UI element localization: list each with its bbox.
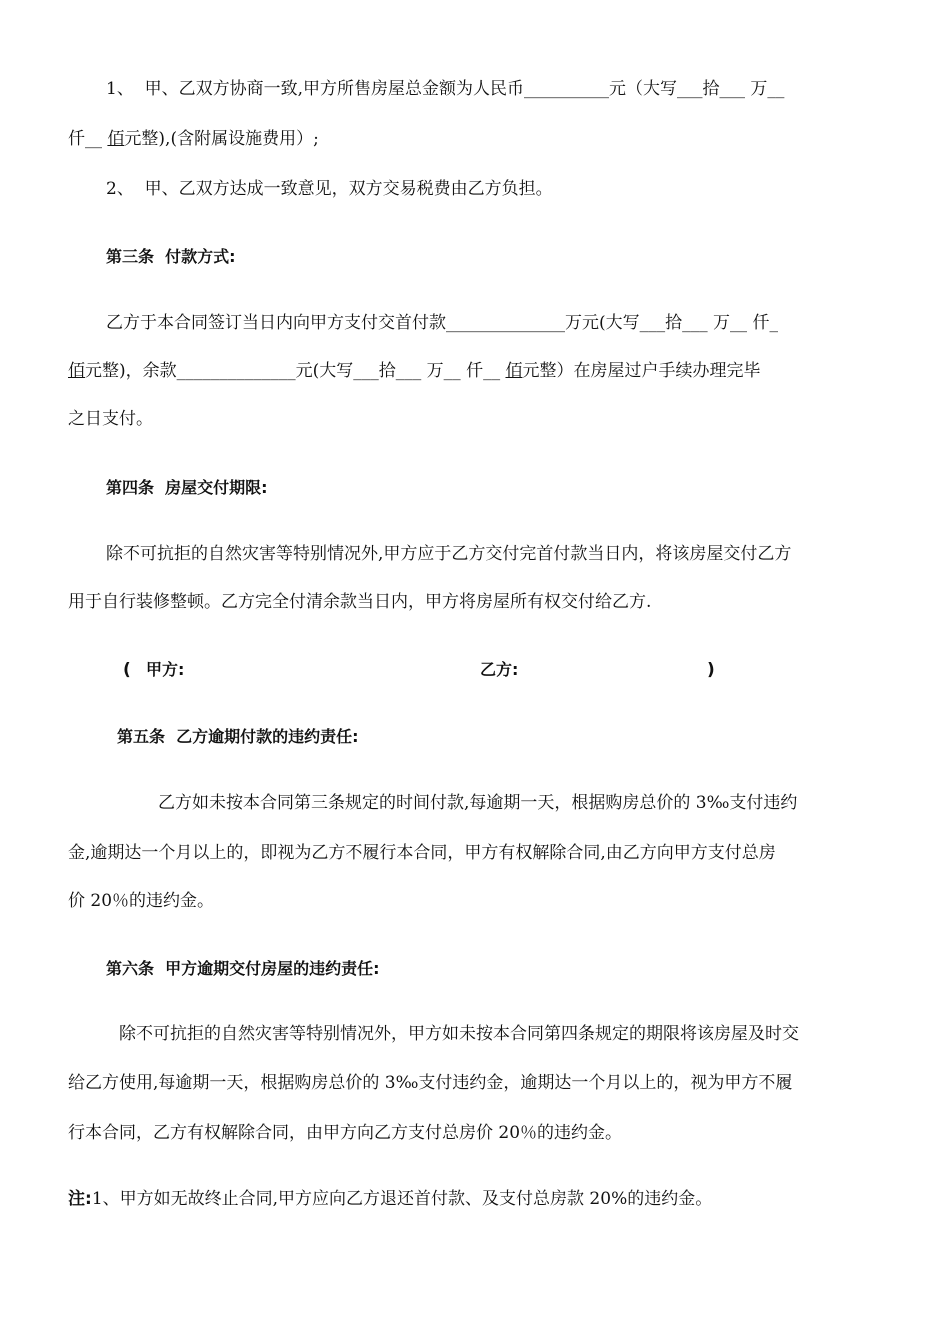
price-clause-underlined-bai: 佰: [107, 129, 125, 149]
article-6-line-1: 除不可抗拒的自然灾害等特别情况外，甲方如未按本合同第四条规定的期限将该房屋及时交: [119, 1024, 799, 1044]
signature-open-paren: (: [123, 660, 131, 680]
signature-party-a: 甲方:: [146, 660, 185, 679]
article-4-line-2: 用于自行装修整顿。乙方完全付清余款当日内，甲方将房屋所有权交付给乙方.: [68, 592, 652, 612]
signature-close-paren: ): [707, 660, 715, 680]
price-clause-line-2-end: 元整),(含附属设施费用）;: [124, 129, 319, 149]
note-label: 注:: [68, 1189, 92, 1209]
article-6-title: 第六条 甲方逾期交付房屋的违约责任:: [106, 959, 380, 978]
note-line: [68, 1187, 712, 1211]
article-4-title: 第四条 房屋交付期限:: [106, 478, 268, 497]
price-clause-line-2-start: 仟__: [68, 129, 108, 149]
article-3-line-1: 乙方于本合同签订当日内向甲方支付交首付款______________万元(大写___拾___ 万__ 仟_: [106, 313, 778, 333]
article-3-line-2: [68, 359, 760, 383]
tax-clause: 2、 甲、乙双方达成一致意见，双方交易税费由乙方负担。: [106, 179, 553, 199]
note-text: 1、甲方如无故终止合同,甲方应向乙方退还首付款、及支付总房款 20%的违约金。: [91, 1189, 713, 1209]
article-5-line-1: 乙方如未按本合同第三条规定的时间付款,每逾期一天，根据购房总价的 3‰支付违约: [158, 793, 798, 813]
article-6-line-2: 给乙方使用,每逾期一天，根据购房总价的 3‰支付违约金，逾期达一个月以上的，视为甲方不履: [68, 1073, 793, 1093]
article-3-line-2-end: 元整）在房屋过户手续办理完毕: [522, 361, 761, 381]
price-clause-line-2: [68, 127, 319, 151]
price-clause-line-1: 1、 甲、乙双方协商一致,甲方所售房屋总金额为人民币__________元（大写___拾___ 万__: [106, 79, 785, 99]
article-3-line-3: 之日支付。: [68, 409, 153, 429]
article-5-line-3: 价 20％的违约金。: [68, 891, 215, 911]
article-4-line-1: 除不可抗拒的自然灾害等特别情况外,甲方应于乙方交付完首付款当日内，将该房屋交付乙方: [106, 544, 792, 564]
article-6-line-3: 行本合同，乙方有权解除合同，由甲方向乙方支付总房价 20％的违约金。: [68, 1123, 623, 1143]
signature-party-b: 乙方:: [480, 660, 519, 679]
article-3-title: 第三条 付款方式:: [106, 247, 236, 266]
article-3-underlined-bai-1: 佰: [68, 361, 85, 381]
article-3-underlined-bai-2: 佰: [505, 361, 523, 381]
article-5-title: 第五条 乙方逾期付款的违约责任:: [117, 727, 359, 746]
article-3-line-2-mid: 元整)，余款______________元(大写___拾___ 万__ 仟__: [85, 361, 506, 381]
article-5-line-2: 金,逾期达一个月以上的，即视为乙方不履行本合同，甲方有权解除合同,由乙方向甲方支付总房: [68, 843, 776, 863]
